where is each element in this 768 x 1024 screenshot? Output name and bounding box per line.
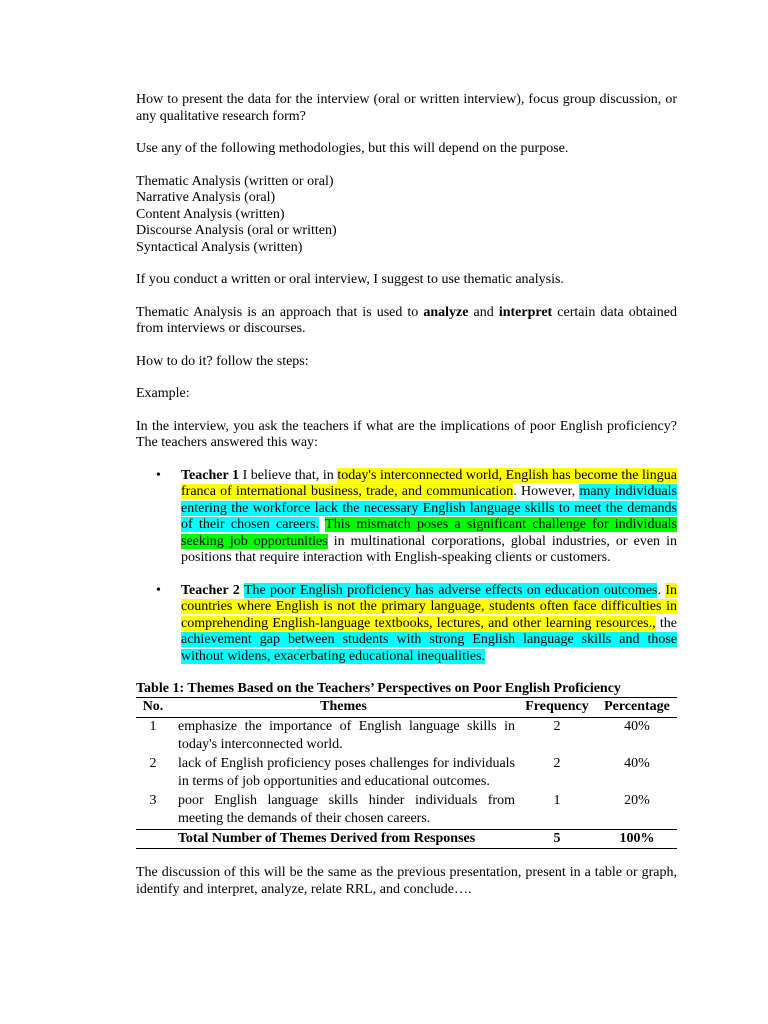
bullet-icon: • — [156, 467, 161, 483]
teacher-2-response — [136, 583, 677, 666]
method-item: Content Analysis (written) — [136, 206, 285, 222]
method-item: Thematic Analysis (written or oral) — [136, 173, 334, 189]
definition-text: and — [468, 304, 499, 320]
method-item: Discourse Analysis (oral or written) — [136, 223, 337, 238]
response-text: . However, — [513, 484, 580, 499]
bullet-icon: • — [156, 582, 161, 598]
methods-list — [136, 174, 677, 257]
definition-text: Thematic Analysis is an approach that is used to — [136, 304, 424, 320]
highlight-yellow: In countries where English is not the primary language, students often face difficulties in comprehending English-language textbooks, lectures, and other learning resources., — [181, 582, 677, 631]
cell-theme: emphasize the importance of English language skills in today's interconnected world. — [178, 718, 515, 752]
conclusion-paragraph: The discussion of this will be the same as the previous presentation, present in a table or graph, identify and interpret, analyze, relate RRL, and conclude…. — [136, 865, 677, 897]
response-text: . — [657, 582, 666, 598]
table-row — [136, 717, 677, 755]
header-no: No. — [136, 698, 170, 718]
definition-text: certain data obtained from interviews or discourses. — [136, 304, 678, 336]
teacher-1-response — [136, 468, 677, 567]
teacher-1-name: Teacher 1 — [181, 467, 240, 483]
definition-bold-analyze: analyze — [423, 304, 469, 320]
response-text: the — [655, 615, 677, 631]
header-themes: Themes — [170, 698, 517, 718]
cell-theme: lack of English proficiency poses challenges for individuals in terms of job opportunities and educational outcomes. — [178, 755, 515, 789]
table-row — [136, 792, 677, 830]
cell-no: 2 — [149, 755, 157, 771]
example-label: Example: — [136, 386, 190, 401]
cell-no: 1 — [149, 718, 157, 734]
document-page — [136, 92, 677, 914]
header-frequency: Frequency — [517, 698, 597, 718]
cell-frequency: 2 — [553, 755, 561, 771]
interview-intro: In the interview, you ask the teachers if what are the implications of poor English proficiency? The teachers answered this way: — [136, 418, 677, 450]
method-item: Narrative Analysis (oral) — [136, 190, 276, 205]
cell-no: 3 — [149, 792, 157, 808]
table-total-row — [136, 829, 677, 849]
methods-intro: Use any of the following methodologies, but this will depend on the purpose. — [136, 141, 569, 156]
cell-percentage: 20% — [624, 792, 650, 808]
intro-question: How to present the data for the interview (oral or written interview), focus group discussion, or any qualitative research form? — [136, 92, 677, 124]
steps-label: How to do it? follow the steps: — [136, 353, 309, 369]
cell-percentage: 40% — [624, 718, 650, 734]
suggestion-text: If you conduct a written or oral interview, I suggest to use thematic analysis. — [136, 272, 564, 287]
highlight-green: This mismatch poses a significant challenge for individuals seeking job opportunities — [181, 517, 677, 549]
response-text: in multinational corporations, global industries, or even in positions that require interaction with English-speaking clients or customers. — [181, 533, 677, 565]
teacher-responses — [136, 468, 677, 666]
highlight-cyan: achievement gap between students with strong English language skills and those without widens, exacerbating educational inequalities. — [181, 632, 677, 664]
method-item: Syntactical Analysis (written) — [136, 239, 303, 255]
total-label: Total Number of Themes Derived from Responses — [136, 829, 517, 849]
table-row — [136, 755, 677, 792]
teacher-2-name: Teacher 2 — [181, 582, 240, 598]
table-caption: Table 1: Themes Based on the Teachers’ Perspectives on Poor English Proficiency — [136, 681, 621, 696]
highlight-yellow: today's interconnected world, English has become the lingua franca of international business, trade, and communication — [181, 467, 677, 499]
cell-percentage: 40% — [624, 755, 650, 771]
cell-theme: poor English language skills hinder individuals from meeting the demands of their chosen careers. — [178, 792, 515, 826]
cell-frequency: 2 — [553, 718, 561, 734]
total-frequency: 5 — [517, 829, 597, 849]
header-percentage: Percentage — [597, 698, 677, 718]
total-percentage: 100% — [597, 829, 677, 849]
themes-table — [136, 697, 677, 849]
cell-frequency: 1 — [553, 792, 561, 808]
table-header-row — [136, 698, 677, 718]
highlight-cyan: The poor English proficiency has adverse effects on education outcomes — [243, 582, 658, 598]
definition-bold-interpret: interpret — [498, 304, 553, 320]
response-text: I believe that, in — [239, 467, 338, 483]
definition-paragraph — [136, 305, 677, 338]
highlight-cyan: many individuals entering the workforce lack the necessary English language skills to meet the demands of their chosen careers. — [181, 484, 677, 532]
